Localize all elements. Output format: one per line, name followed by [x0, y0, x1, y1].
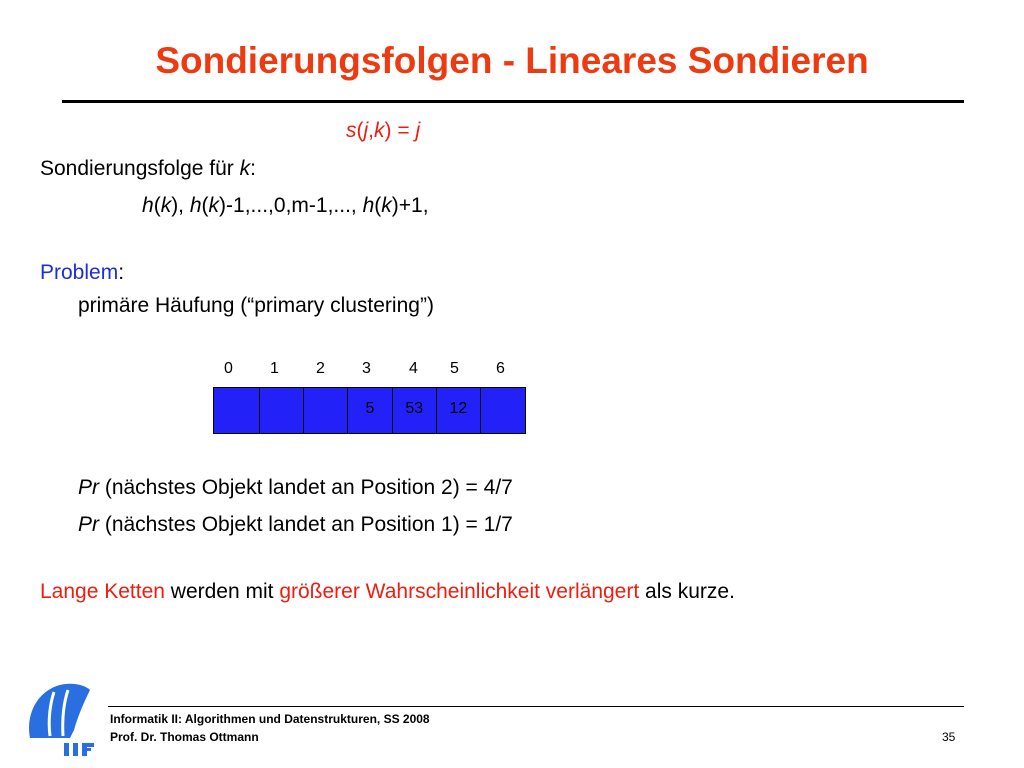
probe-sequence	[142, 194, 429, 218]
probe-function-formula	[346, 119, 420, 143]
sequence-label	[40, 157, 256, 181]
table-cell-4	[393, 388, 437, 433]
table-index-6: 6	[496, 360, 505, 377]
conclusion-part-1: Lange Ketten	[40, 580, 165, 603]
footer-divider	[108, 706, 964, 707]
conclusion-part-2: werden mit	[164, 580, 280, 603]
seq-p1c: ),	[171, 194, 190, 217]
seq-h1: h	[142, 194, 154, 217]
probability-line-1	[78, 476, 513, 500]
footer-author: Prof. Dr. Thomas Ottmann	[110, 730, 259, 744]
problem-heading	[40, 261, 124, 285]
hash-table	[213, 387, 526, 434]
seq-p3o: (	[374, 194, 382, 217]
table-cell-1	[260, 388, 305, 433]
table-cell-5	[437, 388, 482, 433]
table-cell-value: 12	[449, 400, 468, 417]
sequence-label-colon: :	[250, 157, 256, 180]
problem-colon: :	[118, 261, 125, 284]
table-cell-value: 53	[405, 400, 424, 417]
seq-p2c: )-1,...,0,m-1,...,	[219, 194, 363, 217]
formula-j: j	[363, 119, 369, 142]
conclusion-part-4: als kurze.	[639, 580, 735, 603]
title-divider	[62, 100, 964, 103]
table-cell-3	[348, 388, 393, 433]
formula-close: ) =	[384, 119, 416, 142]
seq-h3: h	[362, 194, 375, 217]
formula-comma: ,	[368, 119, 375, 142]
probability-text: (nächstes Objekt landet an Position 2) = 4/7	[99, 476, 513, 499]
pr-symbol: Pr	[78, 513, 99, 536]
table-cell-value: 5	[365, 400, 375, 417]
seq-k2: k	[208, 194, 220, 217]
seq-k3: k	[381, 194, 392, 217]
formula-open: (	[356, 119, 364, 142]
table-cell-0	[214, 388, 260, 433]
probability-text: (nächstes Objekt landet an Position 1) = 1/7	[99, 513, 513, 536]
table-index-3: 3	[362, 360, 371, 377]
table-cell-6	[481, 388, 525, 433]
seq-k1: k	[160, 194, 172, 217]
conclusion-part-3: größerer Wahrscheinlichkeit verlängert	[279, 580, 640, 603]
sequence-label-k: k	[239, 157, 251, 180]
problem-label: Problem	[40, 261, 119, 284]
table-index-4: 4	[409, 360, 418, 377]
iif-logo-icon	[24, 680, 100, 760]
seq-p1o: (	[153, 194, 161, 217]
seq-h2: h	[189, 194, 202, 217]
formula-k: k	[374, 119, 385, 142]
problem-description: primäre Häufung (“primary clustering”)	[78, 294, 434, 317]
table-cell-2	[304, 388, 348, 433]
formula-s: s	[346, 119, 357, 142]
conclusion	[40, 580, 735, 604]
seq-p3c: )+1,	[391, 194, 429, 217]
probability-line-2	[78, 513, 513, 537]
sequence-label-text: Sondierungsfolge für	[40, 157, 240, 180]
formula-rhs: j	[415, 119, 421, 142]
footer-course: Informatik II: Algorithmen und Datenstrukturen, SS 2008	[110, 712, 430, 726]
seq-p2o: (	[201, 194, 209, 217]
table-index-1: 1	[270, 360, 279, 377]
pr-symbol: Pr	[78, 476, 99, 499]
table-index-5: 5	[450, 360, 459, 377]
slide-title: Sondierungsfolgen - Lineares Sondieren	[155, 40, 869, 81]
table-index-2: 2	[316, 360, 325, 377]
page-number: 35	[942, 730, 956, 744]
table-index-0: 0	[224, 360, 233, 377]
